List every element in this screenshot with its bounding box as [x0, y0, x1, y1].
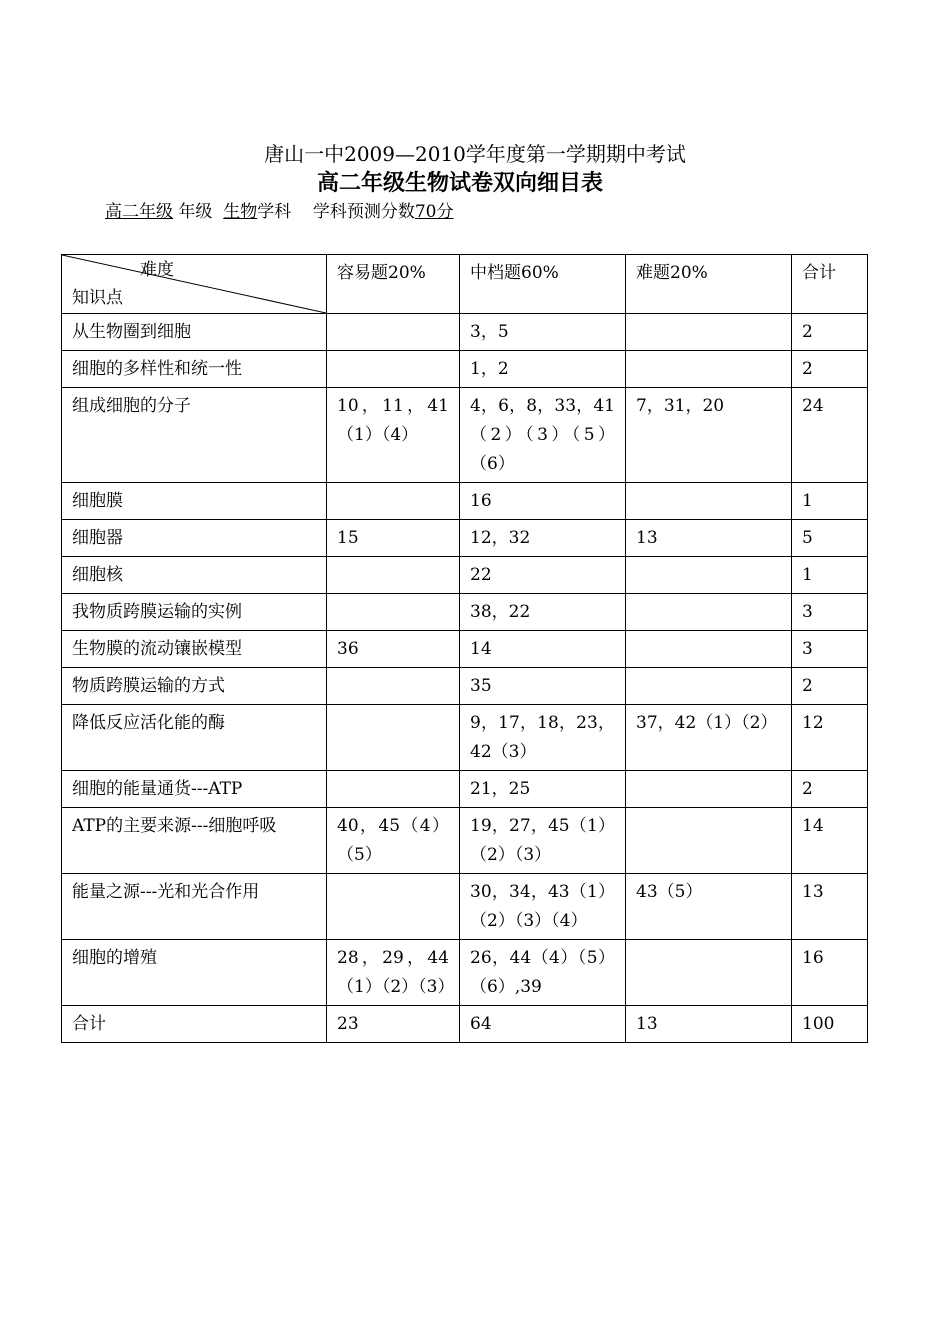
topic-cell: 细胞核 [62, 557, 327, 594]
total-cell: 2 [792, 771, 868, 808]
total-cell: 2 [792, 668, 868, 705]
subject-value: 生物 [223, 202, 258, 222]
mid-cell: 22 [460, 557, 626, 594]
corner-bottom-label: 知识点 [72, 288, 123, 308]
mid-cell: 4，6，8，33，41（2）（3）（5）（6） [460, 388, 626, 483]
hard-cell: 37，42（1）（2） [626, 705, 792, 771]
easy-cell [327, 351, 460, 388]
spec-table [61, 254, 868, 1043]
total-cell: 5 [792, 520, 868, 557]
hard-cell [626, 631, 792, 668]
table-row [62, 808, 868, 874]
hard-cell [626, 940, 792, 1006]
topic-cell: 物质跨膜运输的方式 [62, 668, 327, 705]
table-row [62, 771, 868, 808]
total-cell: 12 [792, 705, 868, 771]
table-row [62, 940, 868, 1006]
mid-cell: 12，32 [460, 520, 626, 557]
hard-cell [626, 808, 792, 874]
easy-cell [327, 874, 460, 940]
hard-cell: 7，31，20 [626, 388, 792, 483]
easy-cell [327, 771, 460, 808]
table-header-row [62, 255, 868, 314]
easy-cell [327, 705, 460, 771]
topic-cell: 能量之源---光和光合作用 [62, 874, 327, 940]
topic-cell: 从生物圈到细胞 [62, 314, 327, 351]
topic-cell: 细胞的能量通货---ATP [62, 771, 327, 808]
easy-cell [327, 314, 460, 351]
topic-cell: 细胞器 [62, 520, 327, 557]
topic-cell: 我物质跨膜运输的实例 [62, 594, 327, 631]
table-body [62, 314, 868, 1043]
hard-cell [626, 668, 792, 705]
hard-cell: 43（5） [626, 874, 792, 940]
column-header-hard: 难题20% [626, 255, 792, 314]
mid-cell: 21，25 [460, 771, 626, 808]
hard-cell [626, 557, 792, 594]
hard-cell: 13 [626, 520, 792, 557]
easy-cell: 36 [327, 631, 460, 668]
corner-top-label: 难度 [140, 260, 174, 280]
table-row [62, 520, 868, 557]
mid-cell: 16 [460, 483, 626, 520]
easy-cell: 15 [327, 520, 460, 557]
subject-label: 学科 [257, 202, 292, 222]
total-cell: 2 [792, 351, 868, 388]
table-row [62, 705, 868, 771]
total-cell: 1 [792, 557, 868, 594]
table-row [62, 557, 868, 594]
total-cell: 3 [792, 631, 868, 668]
topic-cell: 细胞的多样性和统一性 [62, 351, 327, 388]
topic-cell: 细胞膜 [62, 483, 327, 520]
hard-cell [626, 594, 792, 631]
mid-cell: 14 [460, 631, 626, 668]
mid-cell: 64 [460, 1006, 626, 1043]
mid-cell: 26，44（4）（5）（6）,39 [460, 940, 626, 1006]
topic-cell: 降低反应活化能的酶 [62, 705, 327, 771]
total-cell: 24 [792, 388, 868, 483]
mid-cell: 19，27，45（1）（2）（3） [460, 808, 626, 874]
topic-cell: 组成细胞的分子 [62, 388, 327, 483]
hard-cell: 13 [626, 1006, 792, 1043]
table-title: 高二年级生物试卷双向细目表 [316, 171, 603, 196]
topic-cell: 合计 [62, 1006, 327, 1043]
topic-cell: 细胞的增殖 [62, 940, 327, 1006]
total-cell: 2 [792, 314, 868, 351]
easy-cell [327, 557, 460, 594]
mid-cell: 9，17，18，23，42（3） [460, 705, 626, 771]
table-row [62, 874, 868, 940]
subject-info-line [105, 200, 453, 224]
table-row [62, 351, 868, 388]
table-row [62, 388, 868, 483]
topic-cell: ATP的主要来源---细胞呼吸 [62, 808, 327, 874]
exam-title: 唐山一中2009—2010学年度第一学期期中考试 [264, 142, 686, 166]
topic-cell: 生物膜的流动镶嵌模型 [62, 631, 327, 668]
total-cell: 100 [792, 1006, 868, 1043]
total-cell: 1 [792, 483, 868, 520]
table-row [62, 483, 868, 520]
easy-cell: 28，29，44（1）（2）（3） [327, 940, 460, 1006]
table-row [62, 594, 868, 631]
easy-cell [327, 594, 460, 631]
mid-cell: 38，22 [460, 594, 626, 631]
hard-cell [626, 351, 792, 388]
table-row [62, 1006, 868, 1043]
column-header-mid: 中档题60% [460, 255, 626, 314]
table-row [62, 314, 868, 351]
column-header-easy: 容易题20% [327, 255, 460, 314]
predict-label: 学科预测分数 [312, 202, 415, 222]
hard-cell [626, 483, 792, 520]
hard-cell [626, 771, 792, 808]
grade-value: 高二年级 [105, 202, 173, 222]
total-cell: 16 [792, 940, 868, 1006]
hard-cell [626, 314, 792, 351]
total-cell: 13 [792, 874, 868, 940]
easy-cell: 23 [327, 1006, 460, 1043]
total-cell: 3 [792, 594, 868, 631]
mid-cell: 30，34，43（1）（2）（3）（4） [460, 874, 626, 940]
easy-cell: 40，45（4）（5） [327, 808, 460, 874]
column-header-total: 合计 [792, 255, 868, 314]
easy-cell [327, 483, 460, 520]
corner-header-cell [62, 255, 327, 314]
predict-value: 70分 [414, 202, 454, 222]
total-cell: 14 [792, 808, 868, 874]
mid-cell: 3，5 [460, 314, 626, 351]
easy-cell: 10，11，41（1）（4） [327, 388, 460, 483]
mid-cell: 35 [460, 668, 626, 705]
mid-cell: 1，2 [460, 351, 626, 388]
easy-cell [327, 668, 460, 705]
grade-label: 年级 [178, 202, 213, 222]
table-row [62, 668, 868, 705]
table-row [62, 631, 868, 668]
